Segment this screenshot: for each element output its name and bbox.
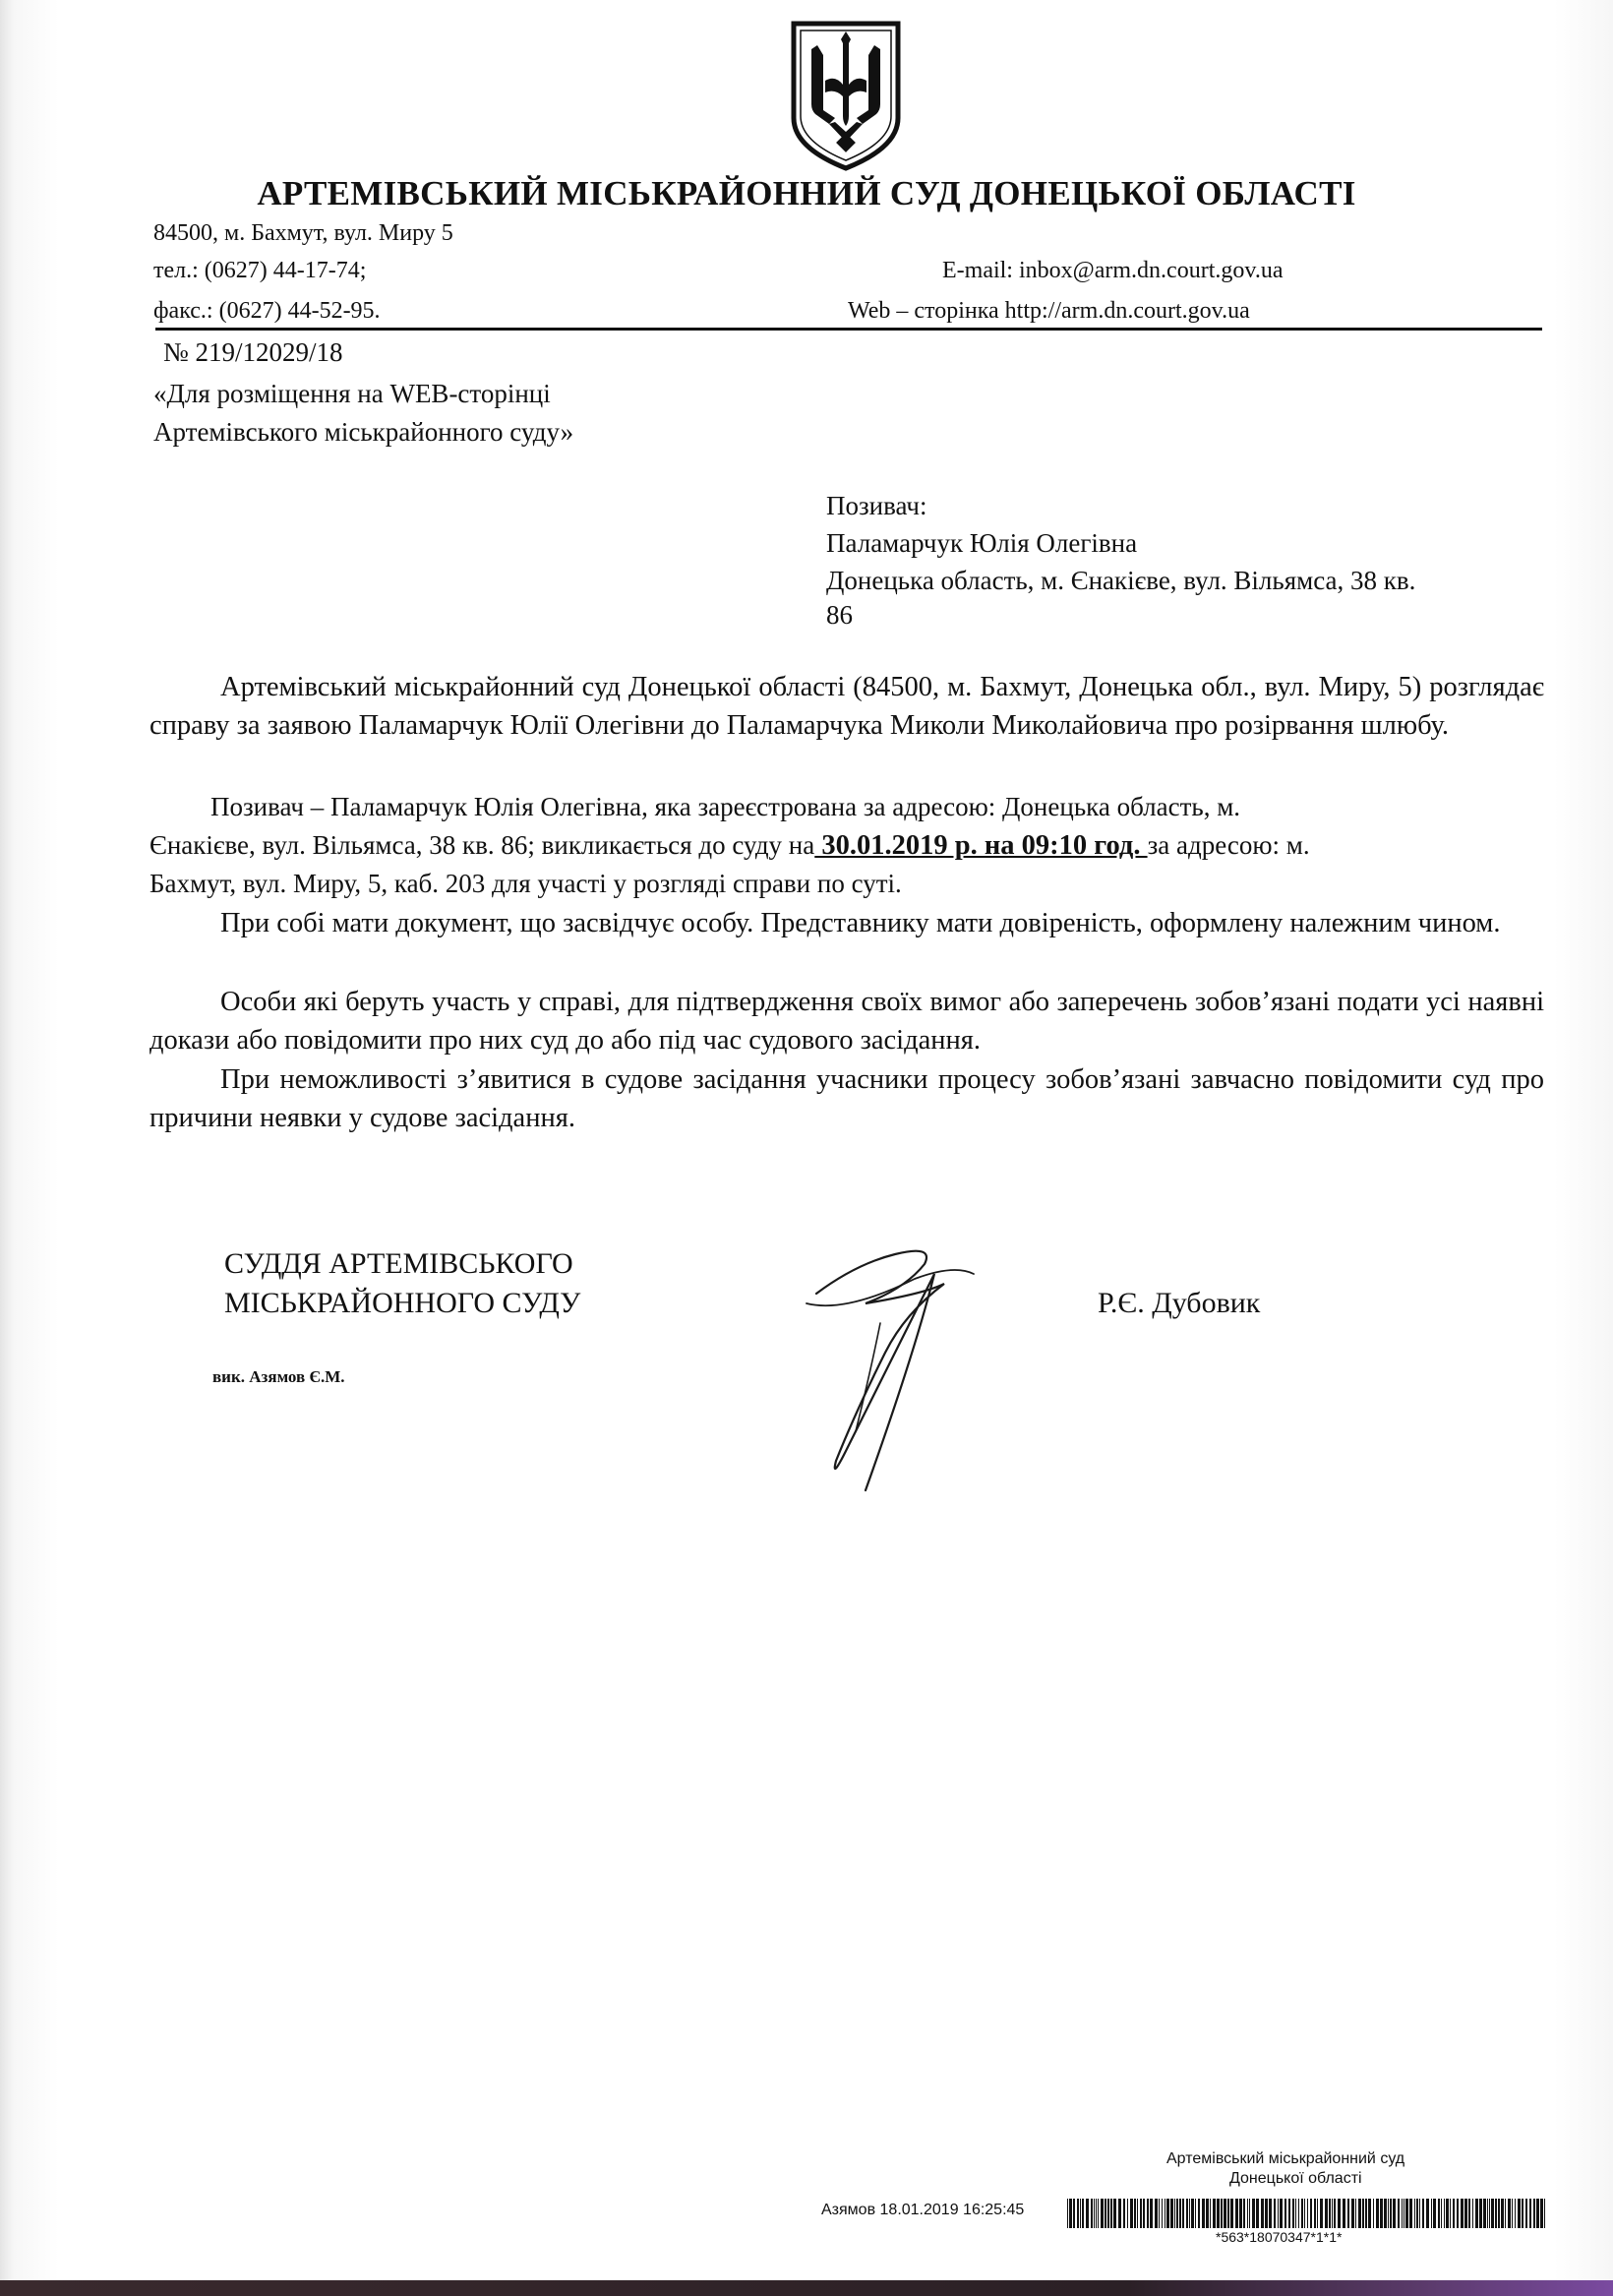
placement-note-line1: «Для розміщення на WEB-сторінці [153,379,551,408]
judge-name: Р.Є. Дубовик [1098,1287,1261,1319]
barcode-bar [1295,2199,1296,2228]
barcode-bar [1515,2199,1516,2228]
barcode-bar [1540,2199,1543,2228]
barcode-bar [1159,2199,1160,2228]
barcode-bar [1529,2199,1531,2228]
court-fax: факс.: (0627) 44-52-95. [153,298,381,324]
barcode-bar [1170,2199,1173,2228]
barcode-bar [1501,2199,1504,2228]
barcode-bar [1304,2199,1305,2228]
barcode-bar [1127,2199,1128,2228]
addressee-address-line1: Донецька область, м. Єнакієве, вул. Вільямса, 38 кв. [826,566,1416,595]
barcode-bar [1422,2199,1424,2228]
barcode-bar [1162,2199,1163,2228]
executor-note: вик. Азямов Є.М. [212,1367,345,1386]
barcode-bar [1101,2199,1104,2228]
barcode-bar [1444,2199,1445,2228]
court-phone: тел.: (0627) 44-17-74; [153,258,367,283]
barcode-bar [1094,2199,1095,2228]
barcode-bar [1544,2199,1545,2228]
barcode-bar [1288,2199,1290,2228]
placement-note-line2: Артемівського міськрайонного суду» [153,417,574,447]
scan-edge [0,2280,1613,2296]
stamp-court-line2: Донецької області [1229,2170,1362,2187]
barcode-bar [1536,2199,1539,2228]
case-number: № 219/12029/18 [163,337,343,367]
addressee-name: Паламарчук Юлія Олегівна [826,528,1138,558]
judge-title-line2: МІСЬКРАЙОННОГО СУДУ [224,1287,581,1319]
barcode-bar [1307,2199,1308,2228]
barcode-bar [1351,2199,1354,2228]
barcode-bar [1123,2199,1125,2228]
barcode-bar [1227,2199,1229,2228]
barcode-bar [1419,2199,1420,2228]
barcode-bar [1292,2199,1294,2228]
barcode-bar [1431,2199,1432,2228]
barcode-bar [1453,2199,1455,2228]
header-divider [155,328,1542,331]
barcode-bar [1505,2199,1506,2228]
barcode-bar [1069,2199,1072,2228]
barcode-bar [1457,2199,1459,2228]
barcode-bar [1118,2199,1121,2228]
barcode-bar [1376,2199,1379,2228]
barcode-bar [1179,2199,1181,2228]
paragraph-absence-text: При неможливості з’явитися в судове засідання учасники процесу зобов’язані завчасно повідомити суд про причини неявки у судове засідання. [149,1064,1544,1133]
court-website: Web – сторінка http://arm.dn.court.gov.ua [848,298,1250,324]
summons-line2-suffix: за адресою: м. [1147,830,1310,860]
barcode-bar [1235,2199,1238,2228]
barcode-bar [1269,2199,1272,2228]
barcode-bar [1195,2199,1196,2228]
barcode-bar [1368,2199,1371,2228]
barcode-bar [1140,2199,1142,2228]
barcode-bar [1082,2199,1084,2228]
barcode-bar [1365,2199,1367,2228]
handwritten-signature [787,1235,1003,1500]
barcode-bar [1150,2199,1153,2228]
barcode-bar [1278,2199,1279,2228]
barcode-bar [1446,2199,1449,2228]
barcode-bar [1468,2199,1470,2228]
barcode-bar [1475,2199,1478,2228]
judge-title-line1: СУДДЯ АРТЕМІВСЬКОГО [224,1247,573,1280]
barcode-bar [1086,2199,1089,2228]
barcode-bar [1166,2199,1169,2228]
barcode-bar [1174,2199,1175,2228]
barcode-bar [1189,2199,1190,2228]
addressee-address-line2: 86 [826,600,853,630]
barcode-bar [1210,2199,1211,2228]
paragraph-case-text: Артемівський міськрайонний суд Донецької області (84500, м. Бахмут, Донецька обл., вул. Миру, 5) розглядає справу за заявою Паламарчук Юлії Олегівни до Паламарчука Миколи Миколайовича про розірвання шлюбу. [149,672,1544,741]
barcode-text: *563*18070347*1*1* [1216,2229,1343,2245]
paragraph-documents [149,904,1544,942]
barcode-bar [1073,2199,1075,2228]
court-address: 84500, м. Бахмут, вул. Миру 5 [153,220,453,246]
barcode-bar [1487,2199,1488,2228]
barcode-bar [1091,2199,1093,2228]
barcode-bar [1221,2199,1223,2228]
barcode-bar [1143,2199,1145,2228]
barcode-bar [1402,2199,1403,2228]
barcode-bar [1137,2199,1138,2228]
addressee-role: Позивач: [826,491,927,520]
barcode-bar [1491,2199,1494,2228]
barcode-bar [1256,2199,1259,2228]
barcode-bar [1338,2199,1341,2228]
barcode-bar [1355,2199,1356,2228]
barcode-bar [1314,2199,1316,2228]
barcode-bar [1388,2199,1389,2228]
barcode-bar [1280,2199,1283,2228]
paragraph-evidence [149,983,1544,1059]
barcode-bar [1498,2199,1500,2228]
barcode-bar [1522,2199,1523,2228]
barcode-bar [1301,2199,1303,2228]
barcode-bar [1426,2199,1429,2228]
hearing-date-time: 30.01.2019 р. на 09:10 год. [814,830,1148,861]
barcode-bar [1384,2199,1387,2228]
barcode-bar [1298,2199,1299,2228]
barcode-bar [1320,2199,1323,2228]
barcode-bar [1390,2199,1392,2228]
barcode-bar [1252,2199,1255,2228]
barcode-bar [1325,2199,1328,2228]
barcode-bar [1347,2199,1349,2228]
barcode-bar [1525,2199,1527,2228]
barcode-bar [1373,2199,1374,2228]
barcode-bar [1433,2199,1436,2228]
paragraph-evidence-text: Особи які беруть участь у справі, для підтвердження своїх вимог або заперечень зобов’язані подати усі наявні докази або повідомити про них суд до або під час судового засідання. [149,987,1544,1056]
barcode-bar [1483,2199,1486,2228]
barcode-bar [1450,2199,1451,2228]
barcode-bar [1113,2199,1116,2228]
barcode-bar [1107,2199,1109,2228]
stamp-operator-time: Азямов 18.01.2019 16:25:45 [821,2202,1025,2218]
barcode-bar [1416,2199,1418,2228]
barcode-bar [1472,2199,1473,2228]
barcode-bar [1105,2199,1106,2228]
barcode-bar [1274,2199,1276,2228]
paragraph-summons-line1: Позивач – Паламарчук Юлія Олегівна, яка зареєстрована за адресою: Донецька область, м. [210,792,1241,821]
paragraph-summons-line3: Бахмут, вул. Миру, 5, каб. 203 для участі у розгляді справи по суті. [149,869,902,898]
barcode-bar [1343,2199,1345,2228]
barcode-bar [1495,2199,1497,2228]
barcode-bar [1464,2199,1467,2228]
barcode-bar [1155,2199,1158,2228]
barcode-bar [1134,2199,1136,2228]
barcode-bar [1230,2199,1233,2228]
paragraph-documents-text: При собі мати документ, що засвідчує особу. Представнику мати довіреність, оформлену належним чином. [220,908,1501,938]
barcode-bar [1398,2199,1400,2228]
summons-line2-prefix: Єнакієве, вул. Вільямса, 38 кв. 86; викликається до суду на [149,830,815,860]
barcode-bar [1098,2199,1099,2228]
barcode-bar [1334,2199,1336,2228]
paragraph-absence [149,1060,1544,1137]
barcode-bar [1310,2199,1312,2228]
barcode-bar [1077,2199,1079,2228]
barcode-image [1067,2199,1549,2228]
barcode-bar [1518,2199,1521,2228]
barcode-bar [1380,2199,1383,2228]
barcode-bar [1265,2199,1268,2228]
barcode-bar [1147,2199,1149,2228]
barcode-bar [1202,2199,1205,2228]
barcode-bar [1191,2199,1194,2228]
barcode-bar [1247,2199,1248,2228]
barcode-bar [1362,2199,1364,2228]
barcode-bar [1213,2199,1216,2228]
barcode-bar [1080,2199,1081,2228]
barcode-bar [1176,2199,1178,2228]
barcode-bar [1489,2199,1490,2228]
barcode-bar [1224,2199,1226,2228]
barcode-bar [1249,2199,1250,2228]
barcode-bar [1317,2199,1318,2228]
barcode-bar [1533,2199,1535,2228]
barcode-bar [1130,2199,1133,2228]
barcode-bar [1067,2199,1068,2228]
paragraph-case [149,668,1544,745]
barcode-bar [1512,2199,1513,2228]
barcode-bar [1096,2199,1097,2228]
barcode-bar [1438,2199,1440,2228]
barcode-bar [1198,2199,1200,2228]
court-email: E-mail: inbox@arm.dn.court.gov.ua [942,258,1284,283]
barcode-bar [1441,2199,1442,2228]
barcode-bar [1393,2199,1396,2228]
barcode-bar [1206,2199,1209,2228]
coat-of-arms-trident-icon [790,20,902,172]
barcode-bar [1508,2199,1511,2228]
barcode-bar [1414,2199,1415,2228]
barcode-bar [1329,2199,1331,2228]
paragraph-summons-line2 [149,826,1310,865]
stamp-court-line1: Артемівський міськрайонний суд [1166,2150,1405,2167]
barcode-bar [1261,2199,1264,2228]
court-name: АРТЕМІВСЬКИЙ МІСЬКРАЙОННИЙ СУД ДОНЕЦЬКОЇ ОБЛАСТІ [257,174,1356,212]
barcode-bar [1243,2199,1245,2228]
barcode-bar [1409,2199,1412,2228]
barcode-bar [1332,2199,1333,2228]
barcode-bar [1217,2199,1220,2228]
barcode-bar [1358,2199,1361,2228]
barcode-bar [1405,2199,1408,2228]
barcode-bar [1461,2199,1464,2228]
barcode-bar [1284,2199,1286,2228]
barcode-bar [1479,2199,1482,2228]
barcode-bar [1186,2199,1188,2228]
barcode-bar [1239,2199,1242,2228]
barcode-bar [1182,2199,1184,2228]
barcode-bar [1110,2199,1112,2228]
